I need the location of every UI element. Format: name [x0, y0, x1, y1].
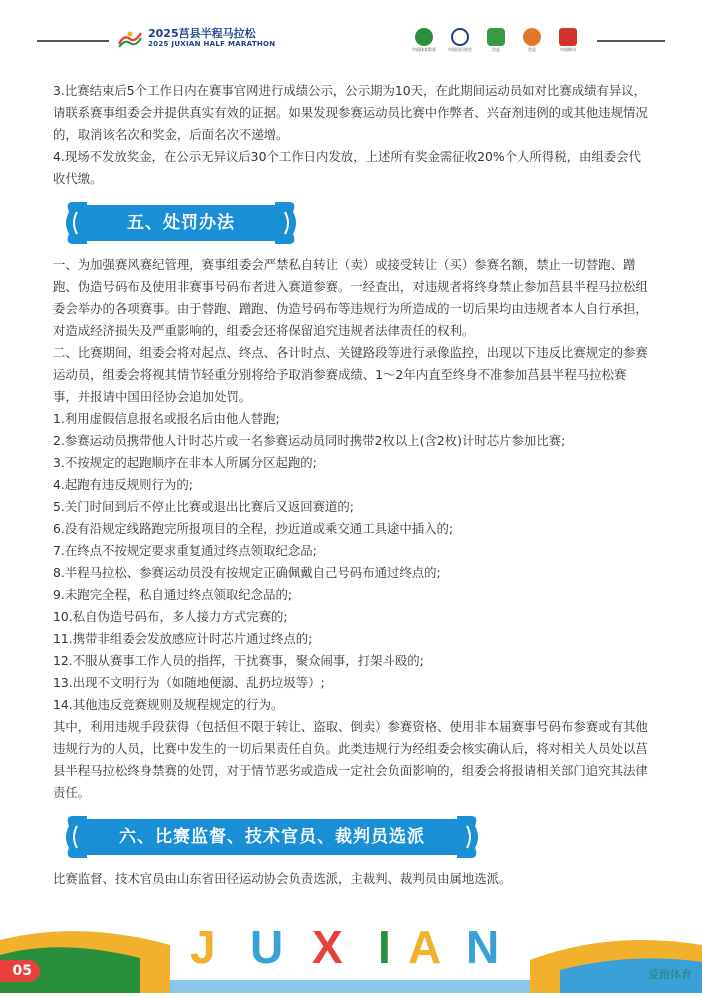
header-rule-left [37, 40, 109, 42]
page-header [0, 0, 702, 62]
sponsor-logo: 中国体育彩票 [410, 28, 438, 54]
rule-paragraph: 一、为加强赛风赛纪管理，赛事组委会严禁私自转让（卖）或接受转让（买）参赛名额，禁止一切替跑、蹭跑、伪造号码布及使用非赛事号码布者进入赛道参赛。一经查出，对违规者将终身禁止参加莒县半程马拉松组委会举办的各项赛事。由于替跑、蹭跑、伪造号码布等违规行为所造成的一切后果均由违规者本人自行承担，对造成经济损失及严重影响的，组委会还将保留追究违规者法律责任的权利。 [53, 257, 648, 338]
list-item: 2.参赛运动员携带他人计时芯片或一名参赛运动员同时携带2枚以上(含2枚)计时芯片参加比赛; [53, 433, 566, 448]
watermark-text: 爱跑体育 [648, 968, 692, 981]
marathon-emblem-icon [118, 30, 142, 48]
footer-letter: U [250, 921, 284, 973]
banner-scroll-left-icon [63, 200, 87, 246]
event-logo [118, 28, 275, 50]
rule-paragraph: 其中，利用违规手段获得（包括但不限于转让、盗取、倒卖）参赛资格、使用非本届赛事号码布参赛或有其他违规行为的人员，比赛中发生的一切后果责任自负。此类违规行为经组委会核实确认后，将对相关人员处以莒县半程马拉松终身禁赛的处罚，对于情节恶劣或造成一定社会负面影响的，组委会将报请相关部门追究其法律责任。 [53, 719, 648, 800]
list-item: 10.私自伪造号码布，多人接力方式完赛的; [53, 609, 288, 624]
banner-scroll-right-icon [457, 814, 481, 860]
footer-letter: A [408, 921, 442, 973]
list-item: 9.未跑完全程，私自通过终点领取纪念品的; [53, 587, 293, 602]
event-title-en: 2025 JUXIAN HALF MARATHON [148, 40, 276, 48]
section-banner-5 [53, 198, 651, 248]
list-item: 14.其他违反竞赛规则及规程规定的行为。 [53, 697, 284, 712]
list-item: 12.不服从赛事工作人员的指挥，干扰赛事，聚众闹事，打架斗殴的; [53, 653, 424, 668]
rule-paragraph: 4.现场不发放奖金，在公示无异议后30个工作日内发放，上述所有奖金需征收20%个人所得税，由组委会代收代缴。 [53, 149, 641, 186]
mobile-operator-icon [559, 28, 577, 46]
sponsor-logos [410, 28, 582, 54]
section-banner-6 [53, 812, 651, 862]
list-item: 5.关门时间到后不停止比赛或退出比赛后又返回赛道的; [53, 499, 354, 514]
list-item: 13.出现不文明行为（如随地便溺、乱扔垃圾等）; [53, 675, 325, 690]
juxian-mountain-icon [487, 28, 505, 46]
banner-scroll-right-icon [275, 200, 299, 246]
sports-lottery-icon [415, 28, 433, 46]
footer-letter: J [190, 921, 216, 973]
footer-letter: N [466, 921, 500, 973]
header-rule-right [597, 40, 665, 42]
page-content [53, 80, 651, 890]
section-heading: 六、比赛监督、技术官员、裁判员选派 [119, 827, 425, 847]
banner-scroll-left-icon [63, 814, 87, 860]
sponsor-logo: 中国田径协会 [446, 28, 474, 54]
rule-paragraph: 比赛监督、技术官员由山东省田径运动协会负责选派，主裁判、裁判员由属地选派。 [53, 871, 512, 886]
footer-decoration [0, 900, 702, 993]
sponsor-logo: 莒县 [518, 28, 546, 54]
list-item: 11.携带非组委会发放感应计时芯片通过终点的; [53, 631, 313, 646]
sponsor-logo: 莒县 [482, 28, 510, 54]
list-item: 4.起跑有违反规则行为的; [53, 477, 193, 492]
list-item: 3.不按规定的起跑顺序在非本人所属分区起跑的; [53, 455, 317, 470]
list-item: 6.没有沿规定线路跑完所报项目的全程，抄近道或乘交通工具途中插入的; [53, 521, 454, 536]
athletics-association-icon [451, 28, 469, 46]
section-heading: 五、处罚办法 [127, 213, 235, 233]
list-item: 8.半程马拉松、参赛运动员没有按规定正确佩戴自己号码布通过终点的; [53, 565, 441, 580]
list-item: 7.在终点不按规定要求重复通过终点领取纪念品; [53, 543, 317, 558]
event-title-cn: 2025莒县半程马拉松 [148, 27, 256, 40]
juxian-figure-icon [523, 28, 541, 46]
footer-wave-icon [0, 900, 702, 993]
sponsor-logo: 中国移动 [554, 28, 582, 54]
rule-paragraph: 3.比赛结束后5个工作日内在赛事官网进行成绩公示，公示期为10天，在此期间运动员如对比赛成绩有异议，请联系赛事组委会并提供真实有效的证据。如果发现参赛运动员比赛中作弊者、兴奋剂违例的或其他违规情况的，取消该名次和奖金，后面名次不递增。 [53, 83, 648, 142]
footer-letter: X [312, 921, 343, 973]
list-item: 1.利用虚假信息报名或报名后由他人替跑; [53, 411, 280, 426]
rule-paragraph: 二、比赛期间，组委会将对起点、终点、各计时点、关键路段等进行录像监控，出现以下违反比赛规定的参赛运动员，组委会将视其情节轻重分别将给予取消参赛成绩、1～2年内直至终身不准参加莒县半程马拉松赛事，并报请中国田径协会追加处罚。 [53, 345, 648, 404]
page-number: 05 [0, 960, 40, 982]
footer-letter: I [378, 921, 391, 973]
